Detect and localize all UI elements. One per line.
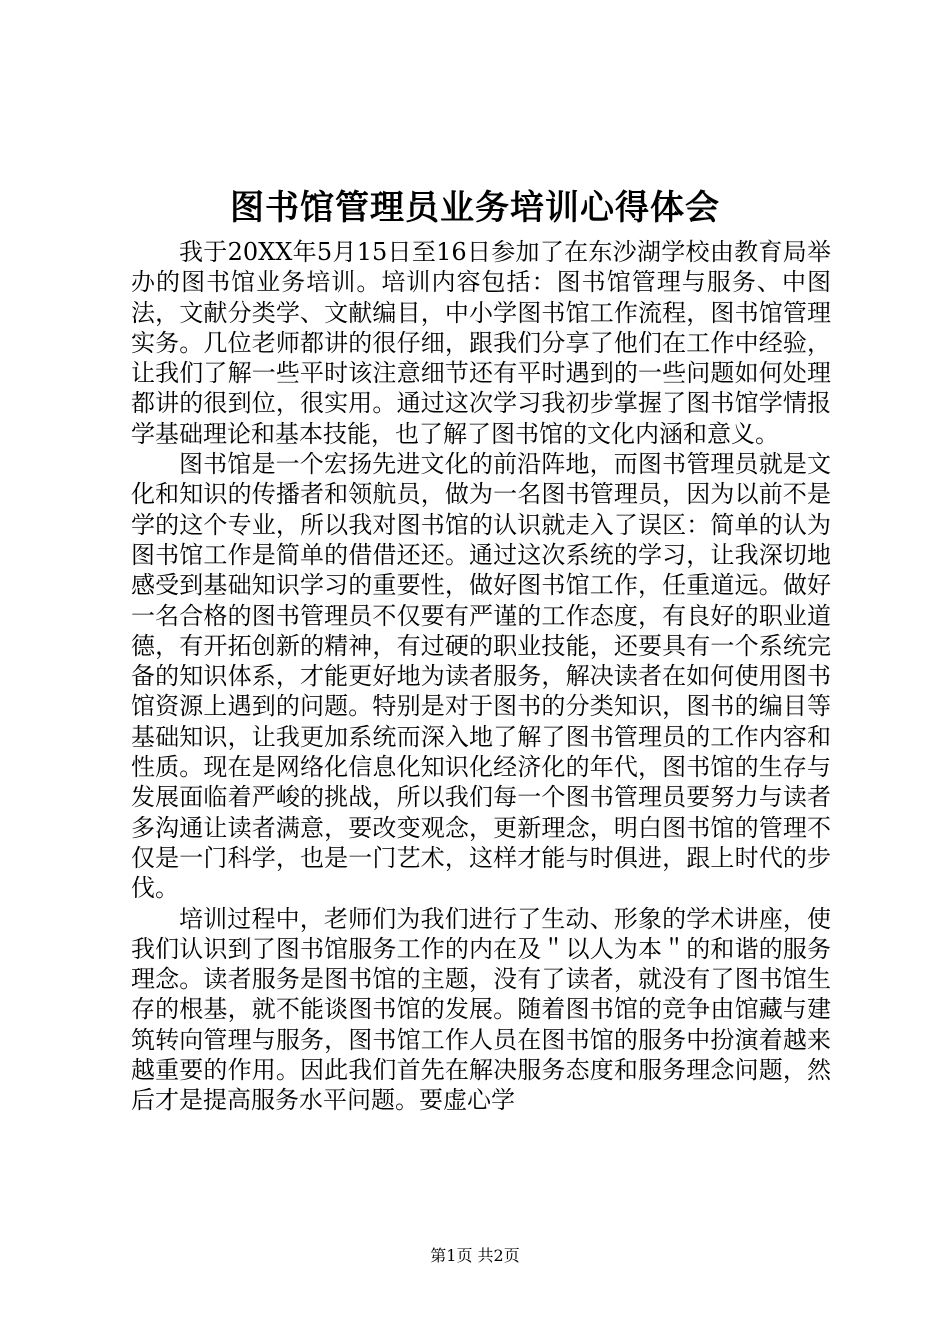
document-title: 图书馆管理员业务培训心得体会 xyxy=(230,188,720,228)
paragraph-3: 培训过程中，老师们为我们进行了生动、形象的学术讲座，使我们认识到了图书馆服务工作的内在及＂以人为本＂的和谐的服务理念。读者服务是图书馆的主题，没有了读者，就没有了图书馆生存的根基，就不能谈图书馆的发展。随着图书馆的竞争由馆藏与建筑转向管理与服务，图书馆工作人员在图书馆的服务中扮演着越来越重要的作用。因此我们首先在解决服务态度和服务理念问题，然后才是提高服务水平问题。要虚心学 xyxy=(131,904,831,1115)
paragraph-2: 图书馆是一个宏扬先进文化的前沿阵地，而图书管理员就是文化和知识的传播者和领航员，做为一名图书管理员，因为以前不是学的这个专业，所以我对图书馆的认识就走入了误区：简单的认为图书馆工作是简单的借借还还。通过这次系统的学习，让我深切地感受到基础知识学习的重要性，做好图书馆工作，任重道远。做好一名合格的图书管理员不仅要有严谨的工作态度，有良好的职业道德，有开拓创新的精神，有过硬的职业技能，还要具有一个系统完备的知识体系，才能更好地为读者服务，解决读者在如何使用图书馆资源上遇到的问题。特别是对于图书的分类知识，图书的编目等基础知识，让我更加系统而深入地了解了图书管理员的工作内容和性质。现在是网络化信息化知识化经济化的年代，图书馆的生存与发展面临着严峻的挑战，所以我们每一个图书管理员要努力与读者多沟通让读者满意，要改变观念，更新理念，明白图书馆的管理不仅是一门科学，也是一门艺术，这样才能与时俱进，跟上时代的步伐。 xyxy=(131,450,831,903)
page-number-footer: 第1页 共2页 xyxy=(430,1246,520,1265)
document-body xyxy=(131,237,831,1116)
paragraph-1: 我于20XX年5月15日至16日参加了在东沙湖学校由教育局举办的图书馆业务培训。培训内容包括：图书馆管理与服务、中图法，文献分类学、文献编目，中小学图书馆工作流程，图书馆管理实务。几位老师都讲的很仔细，跟我们分享了他们在工作中经验，让我们了解一些平时该注意细节还有平时遇到的一些问题如何处理都讲的很到位，很实用。通过这次学习我初步掌握了图书馆学情报学基础理论和基本技能，也了解了图书馆的文化内涵和意义。 xyxy=(131,238,831,448)
